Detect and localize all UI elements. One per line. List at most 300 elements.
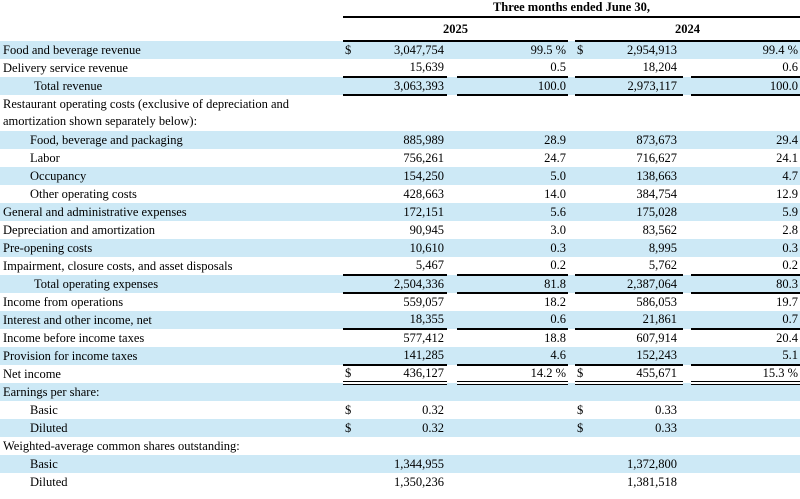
table-row [0, 77, 800, 95]
row-label: Labor [30, 151, 60, 165]
year-gap [568, 275, 575, 293]
amount-2025: 756,261 [403, 150, 444, 165]
column-gap [683, 293, 691, 311]
year-gap [568, 185, 575, 203]
percent-2024-cell [691, 131, 800, 149]
amount-2025-cell [343, 257, 447, 275]
percent-2025-cell [457, 221, 568, 239]
amount-2025-cell [343, 149, 447, 167]
percent-2025-cell [457, 455, 568, 473]
year-column-2025: 2025 [343, 17, 568, 41]
row-label-cell [0, 419, 343, 437]
percent-2024-cell [691, 365, 800, 383]
amount-2024-cell [575, 149, 683, 167]
table-row [0, 455, 800, 473]
column-gap [683, 347, 691, 365]
table-row [0, 473, 800, 491]
column-gap [683, 185, 691, 203]
row-label: Restaurant operating costs (exclusive of depreciation and amortization shown separately below): [3, 97, 290, 128]
column-gap [447, 329, 457, 347]
percent-2024: 100.0 [769, 78, 799, 93]
header-spacer [0, 0, 343, 17]
table-row [0, 293, 800, 311]
table-row [0, 221, 800, 239]
year-gap [568, 149, 575, 167]
row-label: Earnings per share: [3, 385, 100, 399]
column-gap [447, 185, 457, 203]
row-label-cell [0, 149, 343, 167]
amount-2024-cell [575, 131, 683, 149]
row-label: Impairment, closure costs, and asset disposals [3, 259, 233, 273]
column-gap [683, 221, 691, 239]
percent-2024: 0.7 [782, 312, 799, 326]
table-row [0, 329, 800, 347]
percent-2024: 29.4 [776, 132, 799, 147]
column-gap [447, 239, 457, 257]
amount-2025-cell [343, 221, 447, 239]
percent-2025-cell [457, 383, 568, 401]
year-header-row [0, 17, 800, 41]
percent-2024: 2.8 [782, 222, 799, 237]
percent-2025: 3.0 [550, 222, 566, 237]
amount-2024-cell [575, 95, 683, 131]
amount-2024: 83,562 [642, 222, 677, 237]
percent-2024-cell [691, 275, 800, 293]
percent-2024-cell [691, 311, 800, 329]
amount-2025: 0.32 [422, 402, 444, 417]
amount-2024-cell [575, 221, 683, 239]
percent-2025: 24.7 [544, 150, 566, 165]
table-row [0, 365, 800, 383]
percent-2025-cell [457, 149, 568, 167]
column-gap [447, 167, 457, 185]
period-header-row [0, 0, 800, 17]
percent-2024-cell [691, 221, 800, 239]
column-gap [447, 95, 457, 131]
row-label-cell [0, 77, 343, 95]
percent-2025-cell [457, 239, 568, 257]
amount-2024: 384,754 [636, 186, 677, 201]
column-gap [683, 365, 691, 383]
table-row [0, 131, 800, 149]
year-gap [568, 77, 575, 95]
percent-2024-cell [691, 239, 800, 257]
column-gap [683, 473, 691, 491]
year-gap [568, 257, 575, 275]
amount-2025: 10,610 [409, 240, 444, 255]
amount-2024: 175,028 [636, 204, 677, 219]
amount-2025-cell [343, 95, 447, 131]
amount-2024: 1,372,800 [627, 456, 677, 471]
amount-2025: 3,063,393 [394, 78, 444, 93]
row-label-cell [0, 41, 343, 59]
row-label: Income from operations [3, 295, 124, 309]
column-gap [447, 365, 457, 383]
row-label: Interest and other income, net [3, 313, 152, 327]
percent-2025-cell [457, 347, 568, 365]
percent-2025-cell [457, 311, 568, 329]
amount-2025-cell [343, 293, 447, 311]
amount-2024-cell [575, 437, 683, 455]
column-gap [683, 275, 691, 293]
row-label: Basic [30, 457, 58, 471]
percent-2024-cell [691, 203, 800, 221]
row-label: General and administrative expenses [3, 205, 187, 219]
row-label-cell [0, 437, 343, 455]
amount-2025: 577,412 [403, 331, 444, 345]
table-body [0, 41, 800, 491]
amount-2024-cell [575, 473, 683, 491]
amount-2025: 1,344,955 [394, 456, 444, 471]
column-gap [683, 167, 691, 185]
percent-2024-cell [691, 185, 800, 203]
percent-2025-cell [457, 167, 568, 185]
year-gap [568, 347, 575, 365]
percent-2024: 24.1 [776, 150, 799, 165]
percent-2024: 99.4 % [762, 43, 799, 57]
row-label: Depreciation and amortization [3, 223, 156, 237]
amount-2024-cell [575, 185, 683, 203]
table-row [0, 203, 800, 221]
percent-2024: 12.9 [776, 186, 799, 201]
row-label-cell [0, 185, 343, 203]
column-gap [447, 401, 457, 419]
table-row [0, 167, 800, 185]
row-label-cell [0, 329, 343, 347]
amount-2024: 0.33 [655, 402, 677, 417]
amount-2025: 15,639 [409, 60, 444, 74]
percent-2024-cell [691, 257, 800, 275]
amount-2024-cell [575, 347, 683, 365]
dollar-sign: $ [345, 366, 352, 380]
amount-2025-cell [343, 419, 447, 437]
amount-2024-cell [575, 257, 683, 275]
row-label: Delivery service revenue [3, 61, 128, 75]
percent-2024: 19.7 [776, 295, 799, 309]
amount-2025-cell [343, 473, 447, 491]
column-gap [447, 455, 457, 473]
percent-2025-cell [457, 131, 568, 149]
row-label: Other operating costs [30, 187, 137, 201]
amount-2025: 5,467 [415, 258, 444, 272]
percent-2024: 15.3 % [762, 366, 799, 380]
percent-2024-cell [691, 455, 800, 473]
amount-2025-cell [343, 455, 447, 473]
period-header: Three months ended June 30, [343, 0, 800, 17]
percent-2025: 0.3 [550, 240, 566, 255]
amount-2025-cell [343, 203, 447, 221]
percent-2025: 0.6 [550, 312, 566, 326]
percent-2024: 0.2 [782, 258, 799, 272]
table-row [0, 347, 800, 365]
column-gap [447, 131, 457, 149]
amount-2025-cell [343, 185, 447, 203]
table-row [0, 95, 800, 131]
column-gap [447, 473, 457, 491]
year-gap [568, 131, 575, 149]
amount-2024-cell [575, 455, 683, 473]
amount-2025-cell [343, 131, 447, 149]
row-label-cell [0, 347, 343, 365]
row-label-cell [0, 383, 343, 401]
table-row [0, 401, 800, 419]
amount-2024: 716,627 [636, 150, 677, 165]
row-label: Net income [3, 367, 61, 381]
percent-2024: 5.1 [782, 348, 799, 362]
amount-2025-cell [343, 167, 447, 185]
amount-2025: 3,047,754 [394, 43, 444, 57]
amount-2024-cell [575, 329, 683, 347]
amount-2025: 90,945 [409, 222, 444, 237]
percent-2024: 0.3 [782, 240, 799, 255]
dollar-sign: $ [577, 366, 584, 380]
column-gap [683, 131, 691, 149]
dollar-sign: $ [577, 420, 584, 435]
column-gap [447, 77, 457, 95]
amount-2024-cell [575, 383, 683, 401]
amount-2025-cell [343, 77, 447, 95]
percent-2025: 14.0 [544, 186, 566, 201]
percent-2025-cell [457, 77, 568, 95]
year-gap [568, 203, 575, 221]
column-gap [683, 401, 691, 419]
table-row [0, 41, 800, 59]
table-row [0, 437, 800, 455]
amount-2025: 2,504,336 [394, 276, 444, 291]
year-gap [568, 419, 575, 437]
amount-2025-cell [343, 311, 447, 329]
column-gap [447, 383, 457, 401]
row-label-cell [0, 239, 343, 257]
table-row [0, 257, 800, 275]
column-gap [447, 221, 457, 239]
amount-2024-cell [575, 365, 683, 383]
year-gap [568, 17, 575, 41]
percent-2024-cell [691, 41, 800, 59]
amount-2024-cell [575, 239, 683, 257]
amount-2024: 152,243 [636, 348, 677, 362]
row-label: Basic [30, 403, 58, 417]
amount-2024-cell [575, 293, 683, 311]
table-row [0, 149, 800, 167]
percent-2024-cell [691, 329, 800, 347]
percent-2025: 18.8 [544, 331, 566, 345]
year-gap [568, 455, 575, 473]
year-gap [568, 41, 575, 59]
percent-2024: 80.3 [776, 276, 799, 291]
percent-2024-cell [691, 401, 800, 419]
row-label: Income before income taxes [3, 331, 145, 345]
percent-2025-cell [457, 365, 568, 383]
column-gap [683, 455, 691, 473]
amount-2025: 141,285 [403, 348, 444, 362]
row-label-cell [0, 257, 343, 275]
amount-2025: 885,989 [403, 132, 444, 147]
year-gap [568, 365, 575, 383]
year-gap [568, 329, 575, 347]
amount-2024: 18,204 [642, 60, 677, 74]
percent-2025: 28.9 [544, 132, 566, 147]
column-gap [447, 149, 457, 167]
column-gap [683, 149, 691, 167]
amount-2024: 586,053 [636, 295, 677, 309]
column-gap [683, 419, 691, 437]
row-label-cell [0, 131, 343, 149]
amount-2024-cell [575, 167, 683, 185]
percent-2025: 18.2 [544, 295, 566, 309]
amount-2025: 436,127 [403, 366, 444, 380]
percent-2025-cell [457, 401, 568, 419]
table-row [0, 311, 800, 329]
percent-2025-cell [457, 203, 568, 221]
column-gap [683, 77, 691, 95]
amount-2025: 559,057 [403, 295, 444, 309]
percent-2025-cell [457, 275, 568, 293]
amount-2024-cell [575, 41, 683, 59]
percent-2024-cell [691, 419, 800, 437]
amount-2025-cell [343, 41, 447, 59]
amount-2024-cell [575, 419, 683, 437]
amount-2024: 607,914 [636, 331, 677, 345]
amount-2024: 2,387,064 [627, 276, 677, 291]
column-gap [447, 257, 457, 275]
row-label: Occupancy [30, 169, 87, 183]
amount-2025: 18,355 [409, 312, 444, 326]
dollar-sign: $ [345, 420, 352, 435]
amount-2025: 154,250 [403, 168, 444, 183]
percent-2025: 0.2 [550, 258, 566, 272]
row-label-cell [0, 203, 343, 221]
percent-2025-cell [457, 185, 568, 203]
amount-2025-cell [343, 365, 447, 383]
row-label: Total revenue [34, 79, 103, 93]
percent-2024-cell [691, 473, 800, 491]
column-gap [683, 383, 691, 401]
row-label: Weighted-average common shares outstanding: [3, 439, 240, 453]
row-label-cell [0, 293, 343, 311]
column-gap [447, 41, 457, 59]
percent-2025: 5.0 [550, 168, 566, 183]
percent-2025-cell [457, 257, 568, 275]
percent-2024: 20.4 [776, 331, 799, 345]
column-gap [447, 311, 457, 329]
column-gap [683, 239, 691, 257]
row-label-cell [0, 221, 343, 239]
row-label: Pre-opening costs [3, 241, 93, 255]
percent-2024-cell [691, 437, 800, 455]
dollar-sign: $ [345, 402, 352, 417]
year-gap [568, 473, 575, 491]
row-label-cell [0, 275, 343, 293]
year-gap [568, 293, 575, 311]
percent-2024-cell [691, 95, 800, 131]
column-gap [683, 203, 691, 221]
amount-2025: 0.32 [422, 420, 444, 435]
amount-2025-cell [343, 329, 447, 347]
amount-2025-cell [343, 239, 447, 257]
row-label-cell [0, 95, 343, 131]
percent-2025: 81.8 [544, 276, 566, 291]
row-label: Diluted [30, 475, 68, 489]
dollar-sign: $ [577, 402, 584, 417]
row-label-cell [0, 455, 343, 473]
percent-2025-cell [457, 473, 568, 491]
amount-2025-cell [343, 275, 447, 293]
table-row [0, 383, 800, 401]
column-gap [683, 311, 691, 329]
dollar-sign: $ [577, 43, 584, 57]
amount-2024-cell [575, 59, 683, 77]
header-spacer [0, 17, 343, 41]
year-gap [568, 167, 575, 185]
percent-2025-cell [457, 293, 568, 311]
amount-2024-cell [575, 275, 683, 293]
amount-2024: 138,663 [636, 168, 677, 183]
amount-2024: 873,673 [636, 132, 677, 147]
percent-2025: 100.0 [537, 78, 566, 93]
year-gap [568, 59, 575, 77]
percent-2024-cell [691, 347, 800, 365]
row-label: Total operating expenses [34, 277, 159, 291]
percent-2024-cell [691, 293, 800, 311]
row-label-cell [0, 473, 343, 491]
percent-2024: 5.9 [782, 204, 799, 219]
percent-2025-cell [457, 41, 568, 59]
amount-2025: 172,151 [403, 204, 444, 219]
row-label-cell [0, 167, 343, 185]
year-gap [568, 221, 575, 239]
year-column-2024: 2024 [575, 17, 800, 41]
amount-2024: 21,861 [642, 312, 677, 326]
amount-2024: 2,954,913 [627, 43, 677, 57]
percent-2024: 0.6 [782, 60, 799, 74]
percent-2025-cell [457, 59, 568, 77]
column-gap [683, 437, 691, 455]
percent-2025: 14.2 % [530, 366, 566, 380]
dollar-sign: $ [345, 43, 352, 57]
table-row [0, 419, 800, 437]
amount-2024-cell [575, 311, 683, 329]
amount-2024: 8,995 [648, 240, 677, 255]
amount-2025-cell [343, 437, 447, 455]
amount-2025-cell [343, 401, 447, 419]
row-label: Food and beverage revenue [3, 43, 141, 57]
column-gap [447, 203, 457, 221]
amount-2025: 1,350,236 [394, 474, 444, 489]
table-row [0, 59, 800, 77]
percent-2025-cell [457, 419, 568, 437]
column-gap [683, 59, 691, 77]
amount-2024: 0.33 [655, 420, 677, 435]
year-gap [568, 95, 575, 131]
column-gap [447, 437, 457, 455]
amount-2024: 1,381,518 [627, 474, 677, 489]
amount-2024-cell [575, 203, 683, 221]
amount-2025-cell [343, 383, 447, 401]
year-gap [568, 383, 575, 401]
year-gap [568, 437, 575, 455]
percent-2024-cell [691, 149, 800, 167]
amount-2024: 455,671 [636, 366, 677, 380]
percent-2025: 99.5 % [530, 43, 566, 57]
percent-2025-cell [457, 95, 568, 131]
amount-2025: 428,663 [403, 186, 444, 201]
percent-2025: 5.6 [550, 204, 566, 219]
year-gap [568, 401, 575, 419]
amount-2024-cell [575, 401, 683, 419]
column-gap [447, 419, 457, 437]
row-label-cell [0, 365, 343, 383]
